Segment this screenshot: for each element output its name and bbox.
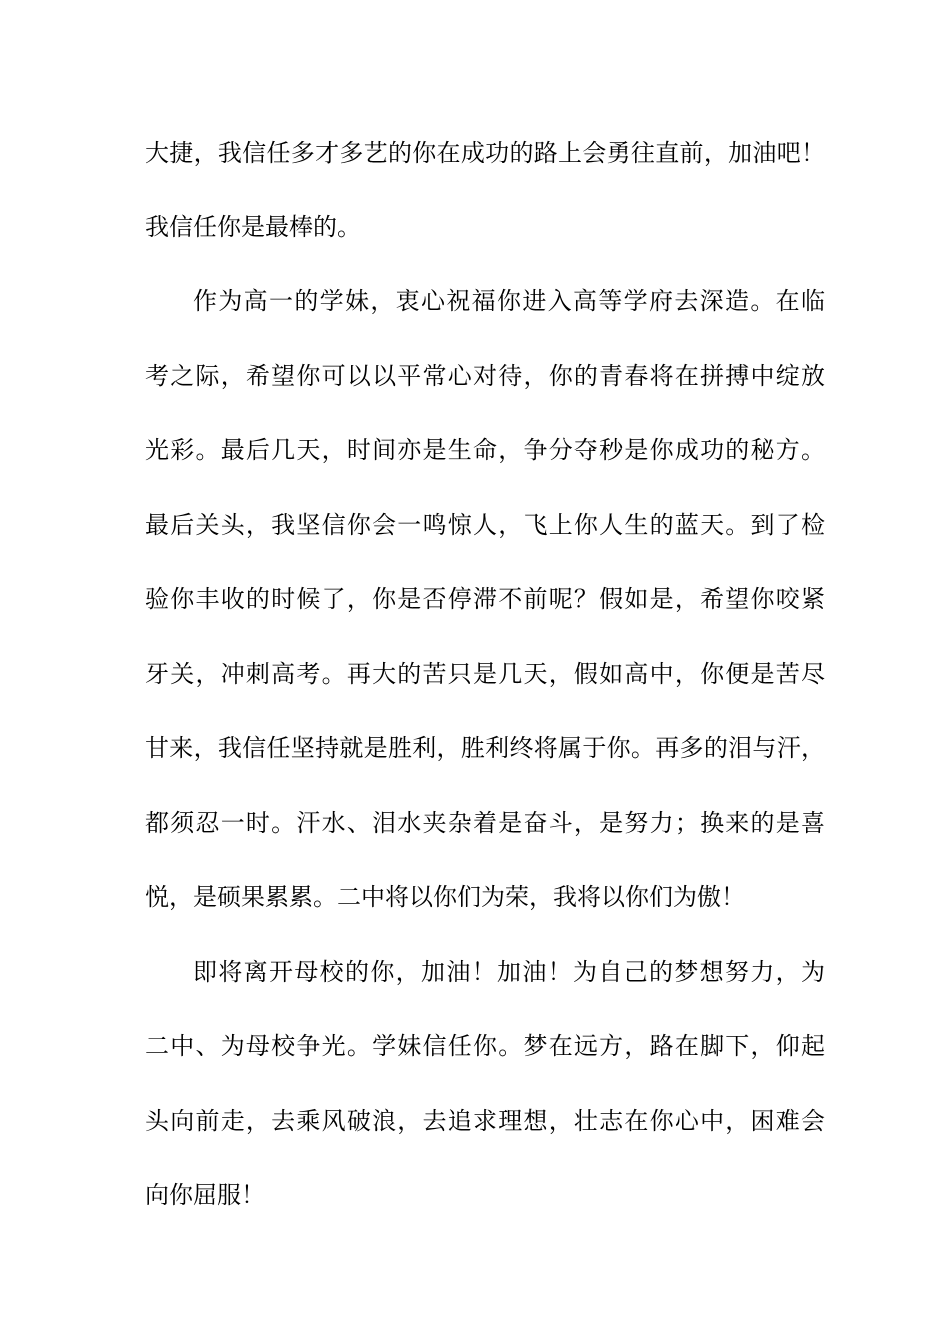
text-line-10: 都须忍一时。汗水、泪水夹杂着是奋斗，是努力；换来的是喜 <box>145 809 825 837</box>
text-line-9: 甘来，我信任坚持就是胜利，胜利终将属于你。再多的泪与汗， <box>145 734 825 762</box>
text-line-8: 牙关，冲刺高考。再大的苦只是几天，假如高中，你便是苦尽 <box>145 660 825 688</box>
text-line-4: 考之际，希望你可以以平常心对待，你的青春将在拼搏中绽放 <box>145 362 825 390</box>
text-line-13: 二中、为母校争光。学妹信任你。梦在远方，路在脚下，仰起 <box>145 1032 825 1060</box>
text-line-6: 最后关头，我坚信你会一鸣惊人，飞上你人生的蓝天。到了检 <box>145 511 825 539</box>
text-line-1: 大捷，我信任多才多艺的你在成功的路上会勇往直前，加油吧！ <box>145 139 825 167</box>
text-line-15: 向你屈服！ <box>145 1181 265 1209</box>
text-line-7: 验你丰收的时候了，你是否停滞不前呢？假如是，希望你咬紧 <box>145 585 825 613</box>
text-line-12: 即将离开母校的你，加油！加油！为自己的梦想努力，为 <box>193 958 825 986</box>
text-line-2: 我信任你是最棒的。 <box>145 213 361 241</box>
text-line-5: 光彩。最后几天，时间亦是生命，争分夺秒是你成功的秘方。 <box>145 436 825 464</box>
text-line-3: 作为高一的学妹，衷心祝福你进入高等学府去深造。在临 <box>193 287 825 315</box>
text-line-14: 头向前走，去乘风破浪，去追求理想，壮志在你心中，困难会 <box>145 1107 825 1135</box>
text-line-11: 悦，是硕果累累。二中将以你们为荣，我将以你们为傲！ <box>145 883 745 911</box>
